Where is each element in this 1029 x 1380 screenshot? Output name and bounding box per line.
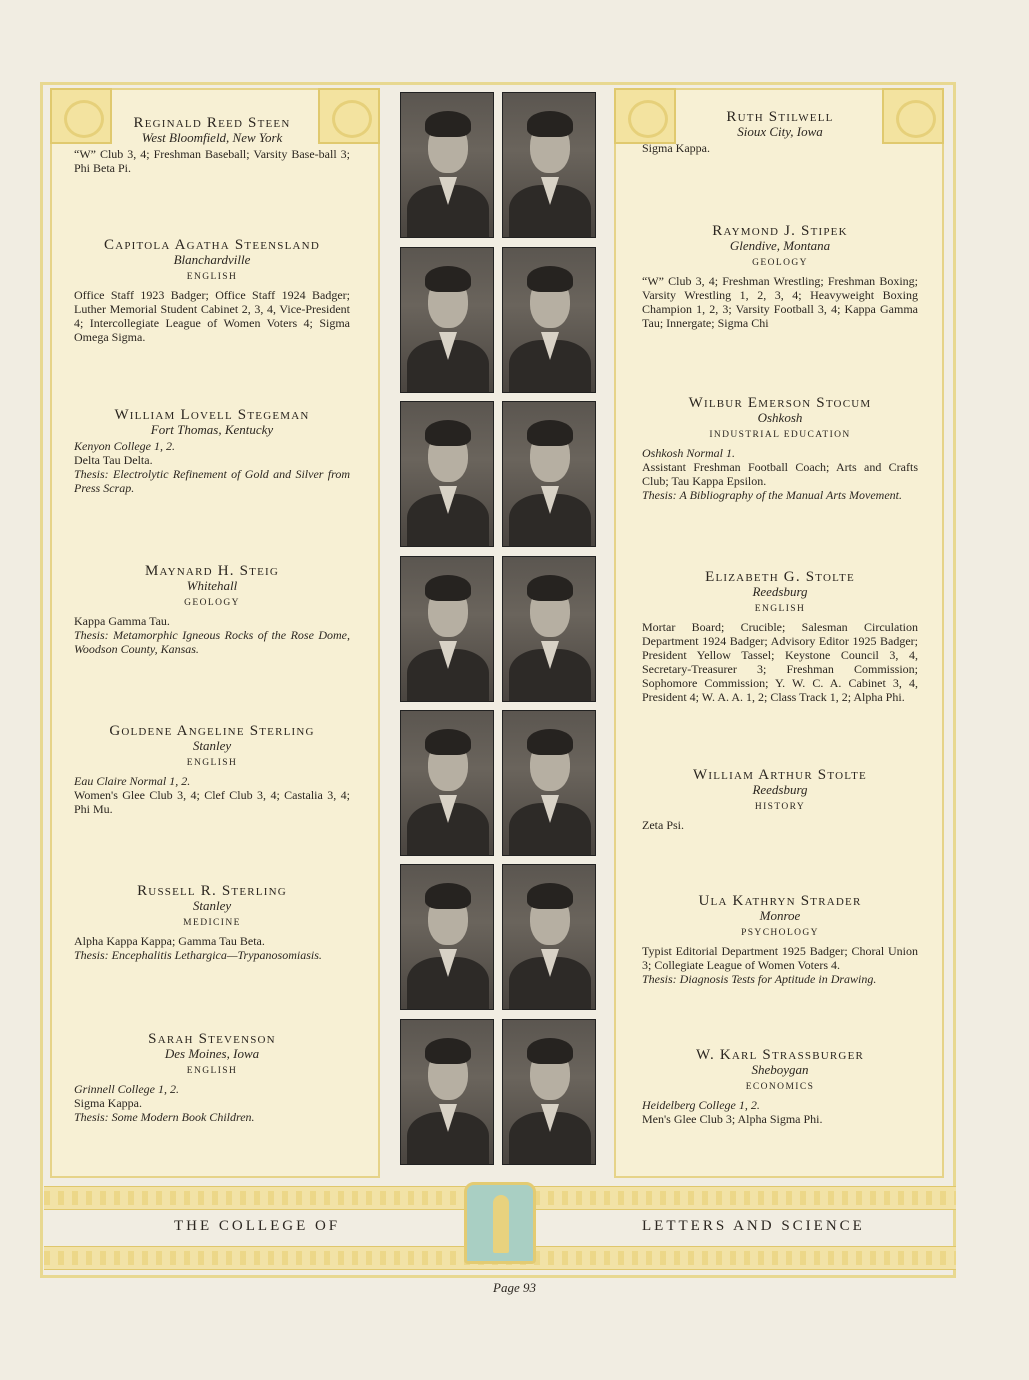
student-activities: Alpha Kappa Kappa; Gamma Tau Beta. xyxy=(74,934,265,948)
student-entry xyxy=(74,1032,350,1124)
student-entry xyxy=(74,238,350,344)
student-activities: Office Staff 1923 Badger; Office Staff 1924 Badger; Luther Memorial Student Cabinet 2, 3, 4, Vice-President 4; Intercollegiate League of Women Voters 4; Sigma Omega Sigma. xyxy=(74,288,350,344)
student-activities: “W” Club 3, 4; Freshman Wrestling; Freshman Boxing; Varsity Wrestling 1, 2, 3, 4; Heavyweight Boxing Champion 1, 2, 3; Varsity Football 3, 4; Kappa Gamma Tau; Innergate; Sigma Chi xyxy=(642,274,918,330)
portrait-photo xyxy=(400,247,494,393)
portrait-photo xyxy=(502,247,596,393)
portrait-photo xyxy=(400,1019,494,1165)
student-activities: Mortar Board; Crucible; Salesman Circulation Department 1924 Badger; Advisory Editor 1925 Badger; President Yellow Tassel; Keystone Council 3, 4, Secretary-Treasurer 3; Freshman Commission; Sophomore Commission; Y. W. C. A. Cabinet 3, 4, President 4; W. A. A. 1, 2; Class Track 1, 2; Alpha Phi. xyxy=(642,620,918,704)
student-major: ENGLISH xyxy=(186,758,238,768)
student-major: ENGLISH xyxy=(754,604,806,614)
student-name: William Lovell Stegeman xyxy=(114,407,310,423)
student-note: Grinnell College 1, 2. xyxy=(74,1082,179,1096)
student-name: Raymond J. Stipek xyxy=(712,223,848,239)
portrait-photo xyxy=(400,710,494,856)
student-hometown: Reedsburg xyxy=(752,782,808,797)
student-major: ENGLISH xyxy=(186,272,238,282)
student-note: Thesis: Diagnosis Tests for Aptitude in Drawing. xyxy=(642,972,877,986)
student-entry xyxy=(642,1048,918,1126)
student-note: Thesis: Encephalitis Lethargica—Trypanosomiasis. xyxy=(74,948,322,962)
student-activities: Sigma Kappa. xyxy=(642,141,710,155)
portrait-photo xyxy=(502,864,596,1010)
student-hometown: Reedsburg xyxy=(752,584,808,599)
student-note: Thesis: Metamorphic Igneous Rocks of the Rose Dome, Woodson County, Kansas. xyxy=(74,628,350,656)
student-entry xyxy=(642,110,918,155)
student-name: Capitola Agatha Steensland xyxy=(104,237,320,253)
student-activities: Kappa Gamma Tau. xyxy=(74,614,170,628)
left-column xyxy=(50,88,380,1178)
student-name: Sarah Stevenson xyxy=(148,1031,276,1047)
page-number: Page 93 xyxy=(493,1280,536,1295)
portrait-photo xyxy=(502,710,596,856)
student-hometown: Des Moines, Iowa xyxy=(164,1046,260,1061)
student-entry xyxy=(642,224,918,330)
student-hometown: West Bloomfield, New York xyxy=(141,130,283,145)
student-hometown: Stanley xyxy=(192,898,232,913)
student-note: Thesis: A Bibliography of the Manual Arts Movement. xyxy=(642,488,902,502)
student-activities: Zeta Psi. xyxy=(642,818,684,832)
student-major: ECONOMICS xyxy=(745,1082,815,1092)
portrait-photo xyxy=(400,556,494,702)
student-entry xyxy=(74,408,350,495)
portrait-photo xyxy=(400,864,494,1010)
student-activities: Delta Tau Delta. xyxy=(74,453,153,467)
right-column xyxy=(614,88,944,1178)
student-name: Goldene Angeline Sterling xyxy=(109,723,315,739)
student-entry xyxy=(642,570,918,704)
student-major: MEDICINE xyxy=(183,918,241,928)
student-note: Heidelberg College 1, 2. xyxy=(642,1098,760,1112)
student-major: PSYCHOLOGY xyxy=(741,928,819,938)
student-name: William Arthur Stolte xyxy=(693,767,867,783)
student-hometown: Whitehall xyxy=(186,578,238,593)
student-note: Oshkosh Normal 1. xyxy=(642,446,736,460)
student-entry xyxy=(74,116,350,175)
student-hometown: Blanchardville xyxy=(173,252,251,267)
student-name: Maynard H. Steig xyxy=(144,563,280,579)
footer-left-text: THE COLLEGE OF xyxy=(174,1218,341,1234)
student-entry xyxy=(642,396,918,502)
student-hometown: Fort Thomas, Kentucky xyxy=(150,422,274,437)
footer-right-text: LETTERS AND SCIENCE xyxy=(642,1218,865,1234)
student-entry xyxy=(642,894,918,986)
student-major: GEOLOGY xyxy=(752,258,808,268)
portrait-photo xyxy=(502,556,596,702)
student-entry xyxy=(74,564,350,656)
student-entry xyxy=(642,768,918,832)
student-activities: “W” Club 3, 4; Freshman Baseball; Varsity Base-ball 3; Phi Beta Pi. xyxy=(74,147,350,175)
student-activities: Women's Glee Club 3, 4; Clef Club 3, 4; Castalia 3, 4; Phi Mu. xyxy=(74,788,350,816)
portrait-photo xyxy=(400,92,494,238)
student-hometown: Stanley xyxy=(192,738,232,753)
student-entry xyxy=(74,884,350,962)
student-note: Thesis: Some Modern Book Children. xyxy=(74,1110,255,1124)
student-activities: Typist Editorial Department 1925 Badger; Choral Union 3; Collegiate League of Women Voters 4. xyxy=(642,944,918,972)
student-activities: Assistant Freshman Football Coach; Arts and Crafts Club; Tau Kappa Epsilon. xyxy=(642,460,918,488)
student-hometown: Oshkosh xyxy=(757,410,803,425)
student-name: Ula Kathryn Strader xyxy=(698,893,862,909)
student-hometown: Glendive, Montana xyxy=(729,238,831,253)
student-hometown: Sheboygan xyxy=(751,1062,809,1077)
student-activities: Men's Glee Club 3; Alpha Sigma Phi. xyxy=(642,1112,823,1126)
statue-medallion-icon xyxy=(464,1182,536,1264)
student-note: Kenyon College 1, 2. xyxy=(74,439,175,453)
student-name: W. Karl Strassburger xyxy=(695,1047,865,1063)
student-name: Wilbur Emerson Stocum xyxy=(688,395,872,411)
portrait-photo xyxy=(400,401,494,547)
student-major: HISTORY xyxy=(754,802,806,812)
student-major: INDUSTRIAL EDUCATION xyxy=(709,430,851,440)
student-name: Ruth Stilwell xyxy=(726,109,834,125)
student-major: ENGLISH xyxy=(186,1066,238,1076)
portrait-photo xyxy=(502,92,596,238)
student-note: Eau Claire Normal 1, 2. xyxy=(74,774,191,788)
student-name: Elizabeth G. Stolte xyxy=(705,569,855,585)
student-hometown: Monroe xyxy=(759,908,801,923)
student-name: Russell R. Sterling xyxy=(137,883,287,899)
student-note: Thesis: Electrolytic Refinement of Gold and Silver from Press Scrap. xyxy=(74,467,350,495)
student-major: GEOLOGY xyxy=(184,598,240,608)
student-entry xyxy=(74,724,350,816)
portrait-photo xyxy=(502,401,596,547)
portrait-photo xyxy=(502,1019,596,1165)
student-name: Reginald Reed Steen xyxy=(133,115,291,131)
student-hometown: Sioux City, Iowa xyxy=(737,124,823,139)
student-activities: Sigma Kappa. xyxy=(74,1096,142,1110)
